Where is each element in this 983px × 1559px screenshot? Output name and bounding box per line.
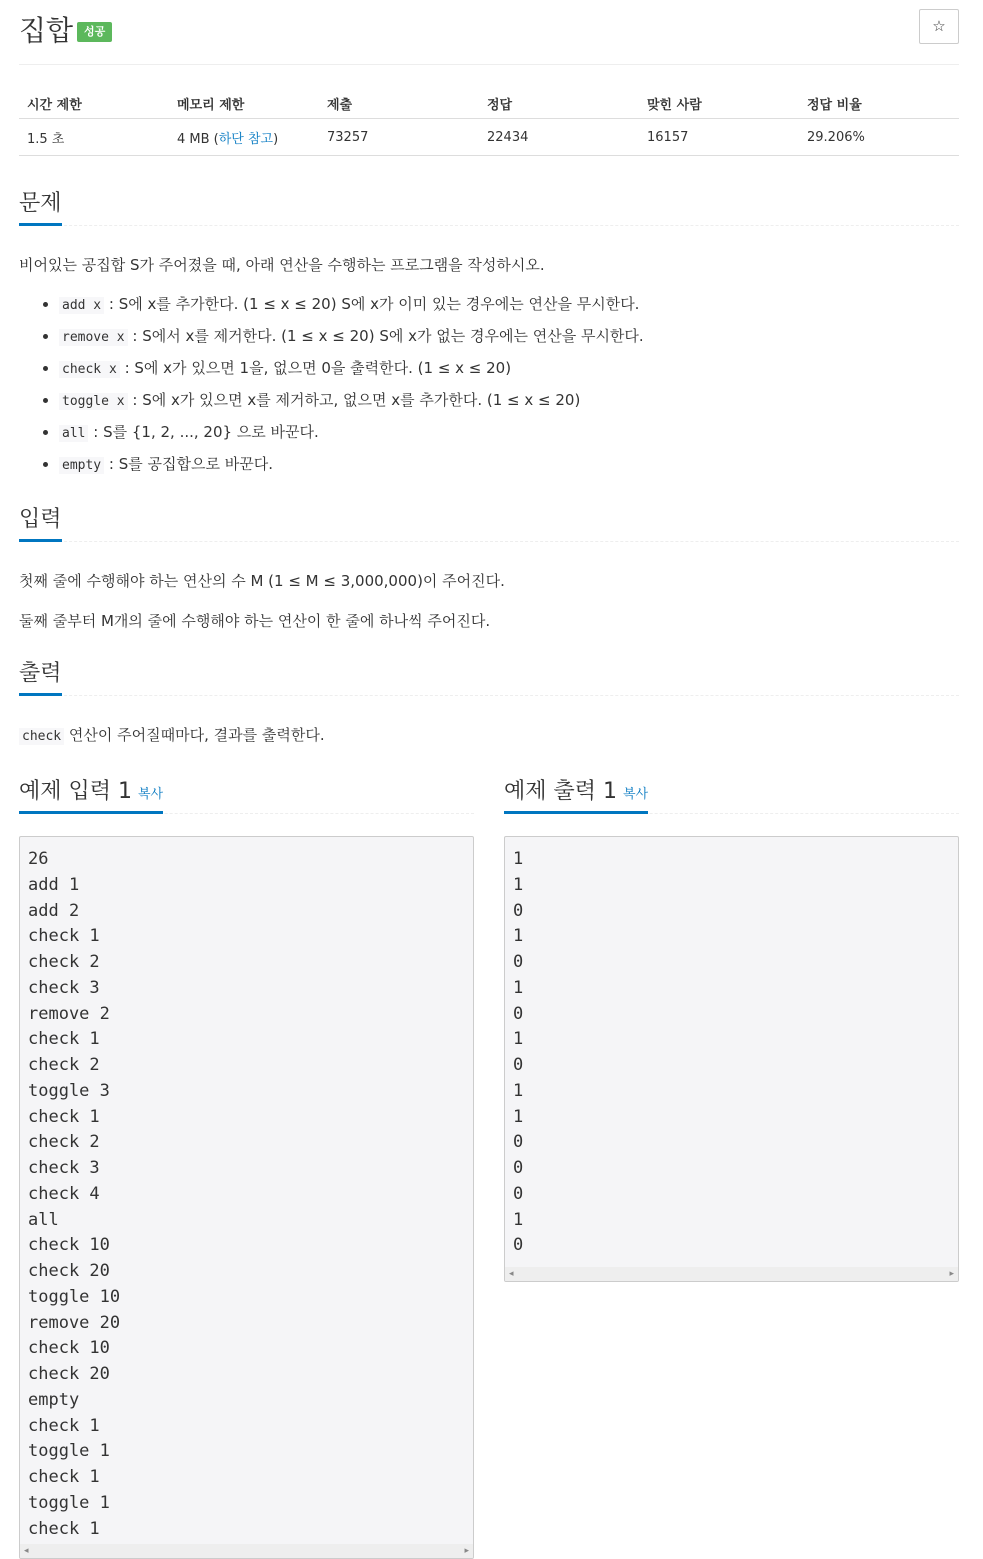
input-heading-bar — [19, 502, 959, 542]
star-button[interactable]: ☆ — [919, 9, 959, 44]
op-code: toggle x — [59, 393, 128, 410]
sample-output-heading — [504, 774, 648, 814]
sample-input-heading — [19, 774, 163, 814]
info-value-row — [19, 119, 959, 156]
copy-input-button[interactable]: 복사 — [138, 787, 164, 802]
input-line-1: 첫째 줄에 수행해야 하는 연산의 수 M (1 ≤ M ≤ 3,000,000)이 주어진다. — [19, 572, 505, 590]
ratio-value: 29.206% — [799, 119, 959, 156]
sample-output-box[interactable] — [504, 836, 959, 1282]
problem-heading-bar — [19, 186, 959, 226]
header-correct: 정답 — [479, 88, 639, 119]
page-title: 집합 — [19, 14, 74, 47]
output-heading: 출력 — [19, 656, 62, 696]
input-heading: 입력 — [19, 502, 62, 542]
operation-item — [59, 322, 644, 354]
scroll-right-icon[interactable]: ▸ — [949, 1269, 954, 1279]
status-badge: 성공 — [77, 22, 112, 42]
memory-note-link[interactable]: 하단 참고 — [218, 131, 274, 147]
header-ratio: 정답 비율 — [799, 88, 959, 119]
submissions-value: 73257 — [319, 119, 479, 156]
op-code: all — [59, 425, 88, 442]
problem-heading: 문제 — [19, 186, 62, 226]
solvers-value: 16157 — [639, 119, 799, 156]
title-row — [19, 0, 959, 65]
op-code: check x — [59, 361, 120, 378]
operation-list — [19, 290, 644, 482]
operation-item — [59, 290, 644, 322]
output-heading-bar — [19, 656, 959, 696]
op-desc: : S를 {1, 2, ..., 20} 으로 바꾼다. — [93, 423, 319, 441]
sample-input-scrollbar[interactable] — [20, 1544, 473, 1558]
sample-output-heading-bar — [504, 774, 959, 814]
operation-item — [59, 386, 644, 418]
problem-info-table — [19, 88, 959, 156]
copy-output-button[interactable]: 복사 — [623, 787, 649, 802]
operation-item — [59, 354, 644, 386]
op-code: empty — [59, 457, 104, 474]
sample-output-content: 1 1 0 1 0 1 0 1 0 1 1 0 0 0 1 0 — [513, 849, 524, 1256]
memory-suffix: ) — [273, 131, 279, 147]
header-time-limit: 시간 제한 — [19, 88, 169, 119]
sample-output-title: 예제 출력 1 — [504, 779, 617, 804]
sample-input-heading-bar — [19, 774, 474, 814]
header-solvers: 맞힌 사람 — [639, 88, 799, 119]
scroll-left-icon[interactable]: ◂ — [24, 1546, 29, 1556]
sample-input-box[interactable] — [19, 836, 474, 1559]
op-desc: : S에 x를 추가한다. (1 ≤ x ≤ 20) S에 x가 이미 있는 경우에는 연산을 무시한다. — [108, 295, 640, 313]
op-code: remove x — [59, 329, 128, 346]
correct-value: 22434 — [479, 119, 639, 156]
info-header-row — [19, 88, 959, 119]
output-code: check — [19, 728, 64, 745]
problem-intro: 비어있는 공집합 S가 주어졌을 때, 아래 연산을 수행하는 프로그램을 작성하시오. — [19, 256, 545, 274]
sample-input-title: 예제 입력 1 — [19, 779, 132, 804]
op-desc: : S에서 x를 제거한다. (1 ≤ x ≤ 20) S에 x가 없는 경우에는 연산을 무시한다. — [132, 327, 644, 345]
op-code: add x — [59, 297, 104, 314]
input-line-2: 둘째 줄부터 M개의 줄에 수행해야 하는 연산이 한 줄에 하나씩 주어진다. — [19, 612, 491, 630]
memory-prefix: 4 MB ( — [177, 131, 219, 147]
operation-item — [59, 450, 644, 482]
scroll-right-icon[interactable]: ▸ — [464, 1546, 469, 1556]
memory-limit-value — [169, 119, 319, 156]
header-memory-limit: 메모리 제한 — [169, 88, 319, 119]
op-desc: : S를 공집합으로 바꾼다. — [108, 455, 273, 473]
op-desc: : S에 x가 있으면 x를 제거하고, 없으면 x를 추가한다. (1 ≤ x ≤ 20) — [132, 391, 581, 409]
sample-input-content: 26 add 1 add 2 check 1 check 2 check 3 remove 2 check 1 check 2 toggle 3 check 1 check 2 check 3 check 4 all check 10 check 20 toggle 10 remove 20 check 10 check 20 empty check 1 toggle 1 check 1 toggle 1 check 1 — [28, 849, 121, 1539]
output-text: 연산이 주어질때마다, 결과를 출력한다. — [68, 726, 325, 744]
op-desc: : S에 x가 있으면 1을, 없으면 0을 출력한다. (1 ≤ x ≤ 20) — [124, 359, 512, 377]
output-description — [19, 724, 325, 745]
sample-output-scrollbar[interactable] — [505, 1267, 958, 1281]
scroll-left-icon[interactable]: ◂ — [509, 1269, 514, 1279]
operation-item — [59, 418, 644, 450]
time-limit-value: 1.5 초 — [19, 119, 169, 156]
header-submissions: 제출 — [319, 88, 479, 119]
